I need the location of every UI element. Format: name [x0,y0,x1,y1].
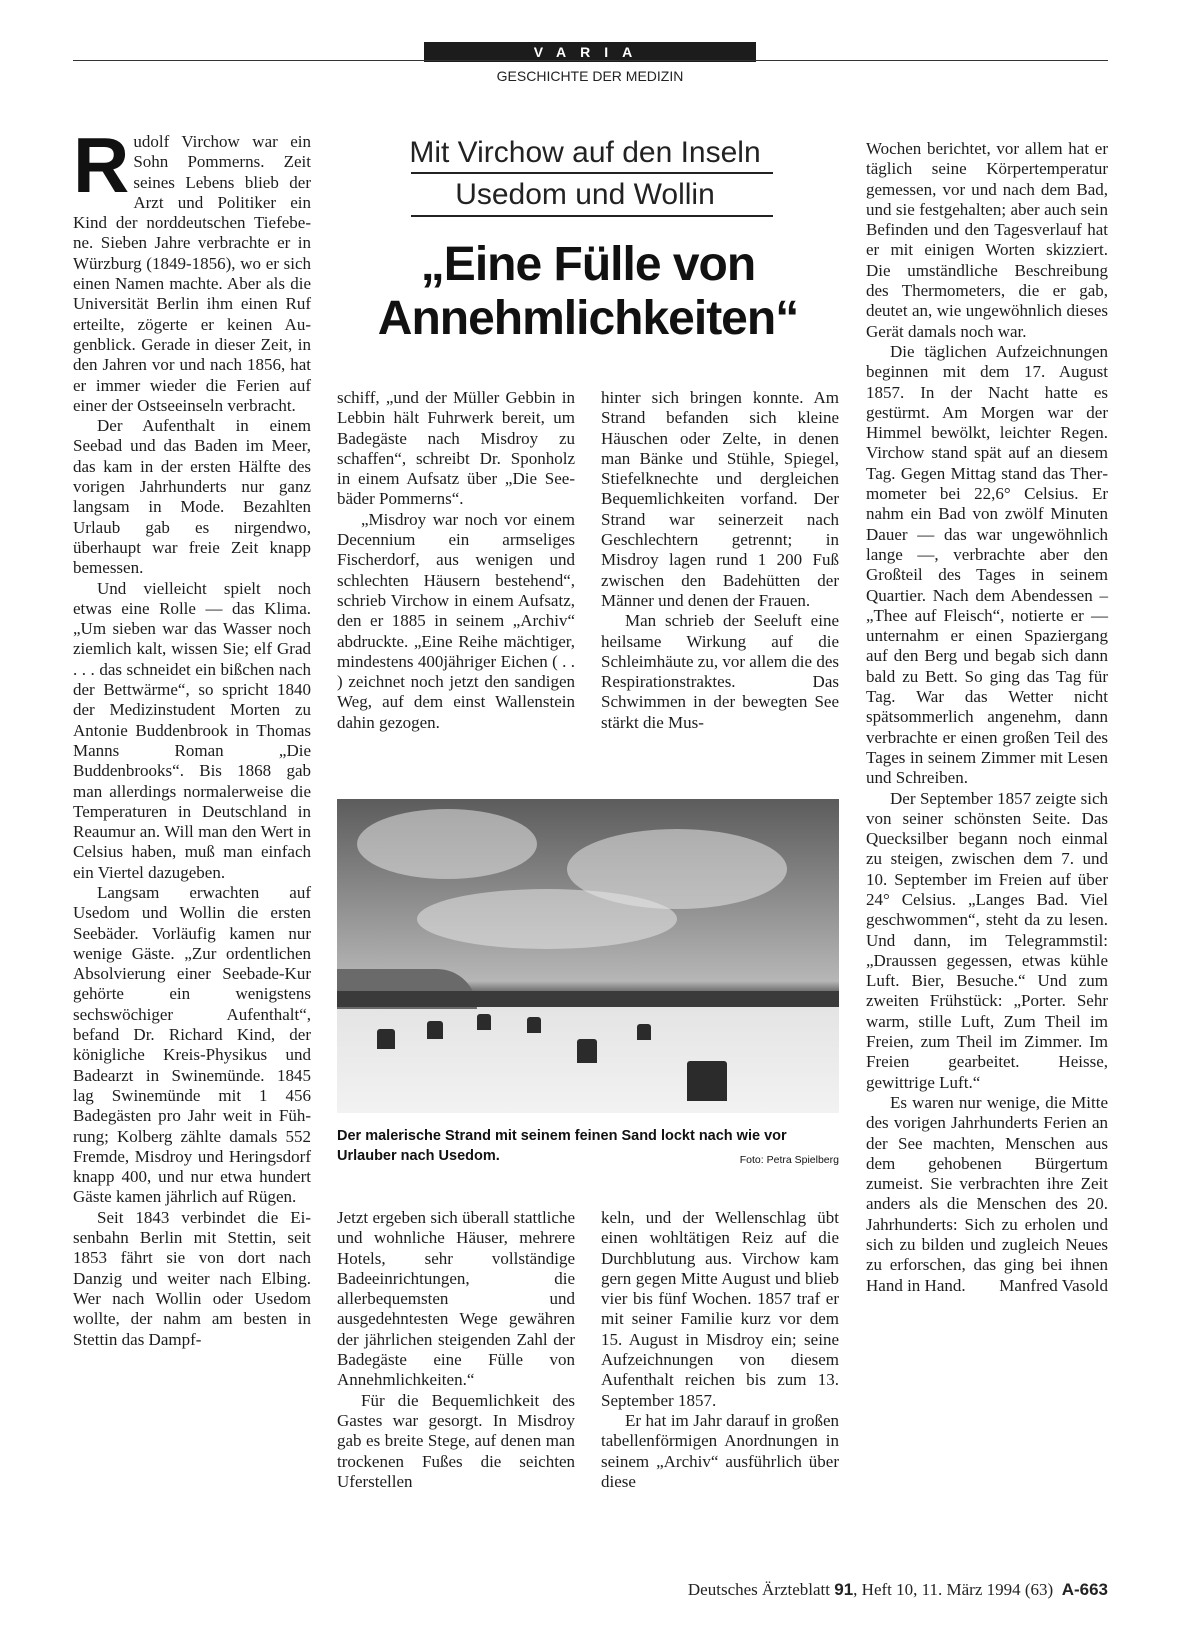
kicker-rule [411,215,773,217]
journal-volume: 91 [834,1580,854,1599]
paragraph: Man schrieb der Seeluft eine heilsame Wirkung auf die Schleimhäute zu, vor allem die des Respirationstraktes. Das Schwimmen in der bewegten See stärkt die Mus- [601,611,839,732]
headline-line-1: „Eine Fülle von [420,238,756,291]
caption-text: Der malerische Strand mit seinem feinen Sand lockt nach wie vor Urlauber nach Usedom. [337,1128,787,1164]
photo-sea [337,991,839,1007]
varia-banner: VARIA [424,42,756,62]
paragraph [73,121,311,416]
beach-chair [377,1029,395,1049]
article-column-3 [866,139,1108,1296]
paragraph: Langsam erwachten auf Usedom und Wollin die ersten Seebäder. Vorläufig kamen nur wenige Gäste. „Zur ordentlichen Absolvierung einer Seebade-Kur gehörte ein wenigstens sechswöchiger Aufenthalt“, befand Dr. Richard Kind, der königliche Kreis-Physikus und Badearzt in Swinemünde. 1845 lag Swinemünde mit 1 456 Badegästen pro Jahr weit in Führung; Kolberg zählte damals 552 Fremde, Misdroy und Heringsdorf knapp 400, und nur etwa hundert Gäste kamen jährlich auf Rügen. [73,882,311,1207]
paragraph: Er hat im Jahr darauf in großen tabellenförmigen Anordnungen in seinem „Archiv“ ausführlich über diese [601,1410,839,1491]
article-column-2b [601,388,839,733]
header-rule [73,60,1108,61]
paragraph-text: udolf Virchow war ein Sohn Pommerns. Zeit seines Lebens blieb der Arzt und Politiker ein Kind der norddeutschen Tiefebene. Sieben Jahre verbrachte er in Würzburg (1849-1856), wo er sich einen Namen machte. Aber als die Universität Berlin ihm einen Ruf erteilte, zögerte er keinen Augenblick. Gerade in dieser Zeit, in den Jahren vor und nach 1856, hat er immer wieder die Ferien auf einer der Ostseeinseln verbracht. [73,132,311,415]
paragraph: Jetzt ergeben sich überall stattliche und wohnliche Häuser, mehrere Hotels, sehr vollständige Badeeinrichtungen, die allerbequemsten und ausgedehntesten Wege gewähren der jährlichen steigenden Zahl der Badegäste eine Fülle von Annehmlichkeiten.“ [337,1208,575,1390]
paragraph: Und vielleicht spielt noch etwas eine Rolle — das Klima. „Um sieben war das Wasser noch ziemlich kalt, wissen Sie; elf Grad . . . das schneidet ein bißchen nach der Bettwärme“, so spricht 1840 der Medizinstudent Morten zu Antonie Buddenbrook in Thomas Manns Roman „Die Buddenbrooks“. Bis 1868 gab man allerdings normalerweise die Temperaturen in Deutschland in Reaumur an. Will man den Wert in Celsius haben, muß man einfach ein Viertel dazugeben. [73,578,311,882]
headline-line-2: Annehmlichkeiten“ [377,292,799,345]
page-number: A-663 [1061,1580,1108,1599]
article-column-1 [73,121,311,1350]
journal-name: Deutsches Ärzteblatt [687,1580,835,1599]
paragraph: Wochen berichtet, vor allem hat er täglich seine Körpertemperatur gemessen, vor und nach dem Bad, und sie festgehalten; aber auch sein Befinden und den Tagesverlauf hat er mit einigen Worten skizziert. Die umständliche Beschreibung des Thermometers, die er gab, deutet an, wie ungewöhnlich dieses Gerät damals noch war. [866,139,1108,341]
paragraph-text: Es waren nur wenige, die Mitte des vorigen Jahrhunderts Ferien an der See machten, Menschen aus dem gehobenen Bürgertum zumeist. Sie verbrachten ihre Zeit anders als die Menschen des 20. Jahrhunderts: Sich zu erholen und sich zu bilden und zugleich Neues zu erforschen, das ging bei ihnen Hand in Hand. [866,1092,1108,1295]
paragraph: Für die Bequemlichkeit des Gastes war gesorgt. In Misdroy gab es breite Stege, auf denen man trockenen Fußes die seichten Uferstellen [337,1390,575,1491]
author-signature: Manfred Vasold [999,1275,1108,1295]
journal-issue: , Heft 10, 11. März 1994 (63) [853,1580,1054,1599]
article-column-2c [337,1208,575,1492]
paragraph: Der September 1857 zeigte sich von seiner schönsten Seite. Das Quecksilber begann noch einmal zu steigen, zwischen dem 7. und 10. September im Freien auf über 24° Celsius. „Langes Bad. Viel geschwommen“, steht da zu lesen. Und dann, im Telegrammstil: „Draussen gegessen, etwas kühle Luft. Bier, Besuche.“ Und zum zweiten Frühstück: „Porter. Sehr warm, stille Luft, Zum Theil im Freien, zum Theil im Zimmer. Im Freien gearbeitet. Heisse, gewittrige Luft.“ [866,788,1108,1092]
paragraph: Die täglichen Aufzeichnungen beginnen mit dem 17. August 1857. In der Nacht hatte es gestürmt. Am Morgen war der Himmel bewölkt, leichter Regen. Virchow stand spät auf an diesem Tag. Gegen Mittag stand das Thermometer bei 22,6° Celsius. Er nahm ein Bad von zwölf Minuten Dauer — das war ungewöhnlich lange —, verbrachte aber den Großteil des Tages in seinem Quartier. Nach dem Abendessen – „Thee auf Fleisch“, notierte er — unternahm er einen Spaziergang auf den Berg und begab sich dann bald zu Bett. So ging das Tag für Tag. War das Wetter nicht spätsommerlich angenehm, dann verbrachte er einen großen Teil des Tages in seinem Zimmer mit Lesen und Schreiben. [866,341,1108,788]
beach-chair [577,1039,597,1063]
drop-cap: R [73,121,130,209]
beach-chair [687,1061,727,1101]
paragraph: Seit 1843 verbindet die Eisenbahn Berlin mit Stettin, seit 1853 fährt sie von dort nach Danzig und weiter nach Elbing. Wer nach Wollin oder Usedom wollte, der nahm am besten in Stettin das Dampf- [73,1207,311,1349]
photo-credit: Foto: Petra Spielberg [739,1154,839,1166]
kicker-rule [411,172,773,174]
beach-chair [527,1017,541,1033]
beach-chair [427,1021,443,1039]
paragraph: keln, und der Wellenschlag übt einen wohltätigen Reiz auf die Durchblutung aus. Virchow kam gern gegen Mitte August und blieb vier bis fünf Wochen. 1857 traf er mit seiner Familie kurz vor dem 15. August in Misdroy ein; seine Aufzeichnungen von diesem Aufenthalt reichen bis zum 13. September 1857. [601,1208,839,1410]
photo-caption [337,1126,839,1170]
paragraph: schiff, „und der Müller Gebbin in Lebbin hält Fuhrwerk bereit, um Badegäste nach Misdroy zu schaffen“, schreibt Dr. Sponholz in einem Aufsatz über „Die Seebäder Pommerns“. [337,388,575,509]
paragraph: Der Aufenthalt in einem Seebad und das Baden im Meer, das kam in der ersten Hälfte des vorigen Jahrhunderts nur ganz langsam in Mode. Bezahlten Urlaub gab es nirgendwo, überhaupt war freie Zeit knapp bemessen. [73,416,311,578]
beach-chair [477,1014,491,1030]
article-column-2a [337,388,575,733]
photo-cloud [357,809,537,879]
photo-cloud [417,889,677,949]
section-label: GESCHICHTE DER MEDIZIN [496,68,684,84]
paragraph: „Misdroy war noch vor einem Decennium ein armseliges Fischerdorf, aus wenigen und schlechten Häusern bestehend“, schrieb Virchow in einem Aufsatz, den er 1885 in seinem „Archiv“ abdruckte. „Eine Reihe mächtiger, mindestens 400jähriger Eichen ( . . ) zeichnet noch jetzt den sandigen Weg, auf dem einst Wallenstein dahin gezogen. [337,509,575,732]
kicker-line-1: Mit Virchow auf den Inseln [409,136,761,169]
kicker-line-2: Usedom und Wollin [455,178,715,211]
paragraph: hinter sich bringen konnte. Am Strand befanden sich kleine Häuschen oder Zelte, in denen man Bänke und Stühle, Spiegel, Stiefelknechte und dergleichen Bequemlichkeiten vorfand. Der Strand war seinerzeit nach Geschlechtern getrennt; in Misdroy lagen rund 1 200 Fuß zwischen den Badehütten der Männer und denen der Frauen. [601,388,839,610]
page-footer [688,1580,1108,1600]
paragraph [866,1093,1108,1296]
article-column-2d [601,1208,839,1492]
beach-photo [337,799,839,1113]
beach-chair [637,1024,651,1040]
